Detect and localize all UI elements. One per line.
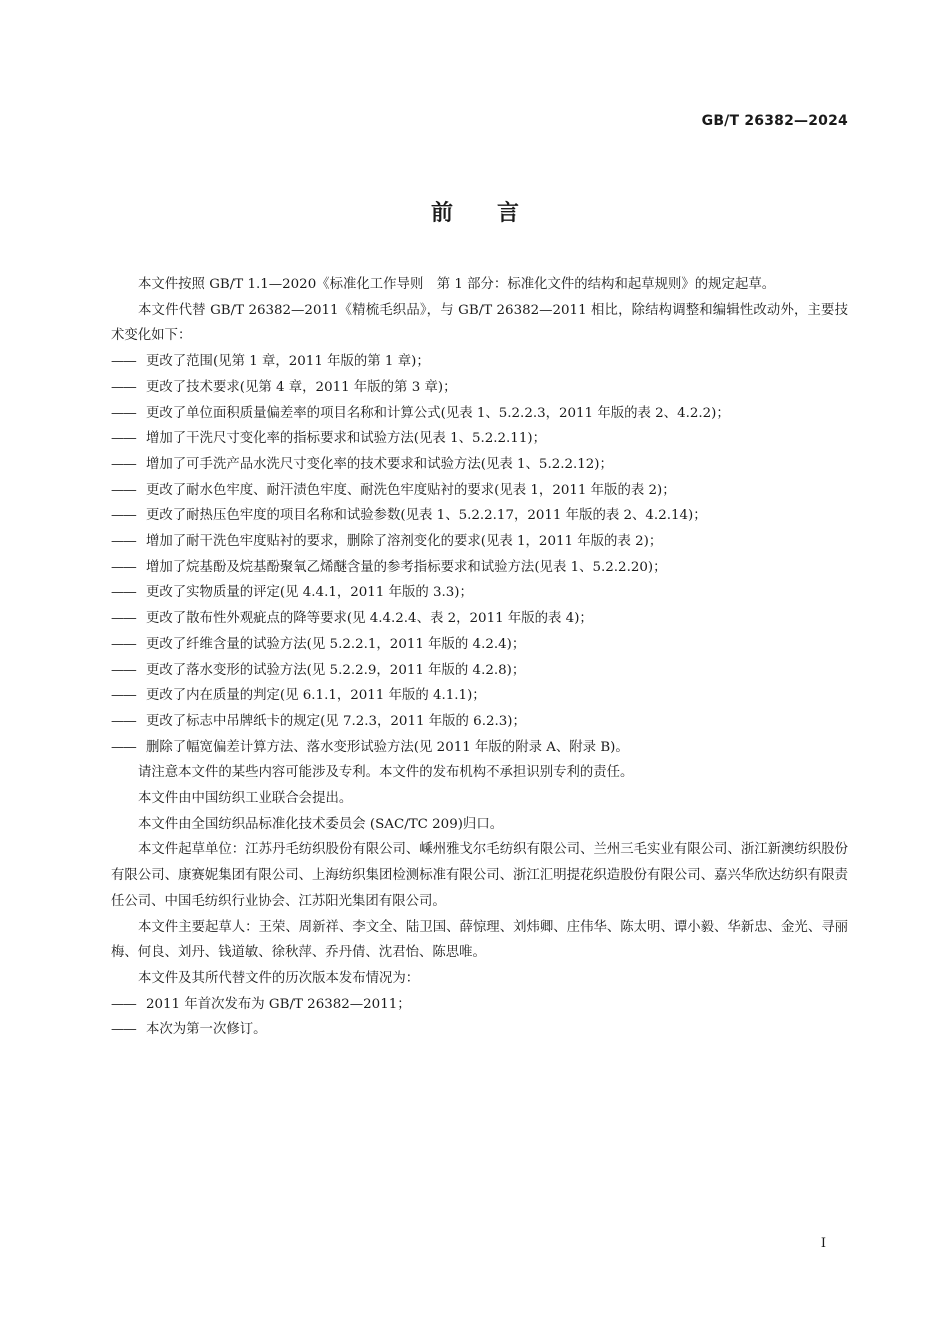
change-item [111,632,848,658]
standard-number: GB/T 26382—2024 [701,113,848,129]
change-item [111,401,848,427]
dash-mark: —— [111,713,136,729]
change-item [111,529,848,555]
proposer-statement: 本文件由中国纺织工业联合会提出。 [138,791,353,807]
dash-mark: —— [111,534,136,550]
dash-mark: —— [111,482,136,498]
drafting-organizations: 本文件起草单位：江苏丹毛纺织股份有限公司、嵊州雅戈尔毛纺织有限公司、兰州三毛实业有限公司、浙江新澳纺织股份有限公司、康赛妮集团有限公司、上海纺织集团检测标准有限公司、浙江汇明提花织造股份有限公司、嘉兴华欣达纺织有限责任公司、中国毛纺织行业协会、江苏阳光集团有限公司。 [111,842,848,909]
patent-notice: 请注意本文件的某些内容可能涉及专利。本文件的发布机构不承担识别专利的责任。 [138,765,634,781]
change-item [111,426,848,452]
page-title: 前言 [430,201,563,226]
change-text: 更改了纤维含量的试验方法(见 5.2.2.1，2011 年版的 4.2.4)； [146,636,526,652]
change-text: 更改了落水变形的试验方法(见 5.2.2.9，2011 年版的 4.2.8)； [146,662,526,678]
change-text: 更改了范围(见第 1 章，2011 年版的第 1 章)； [146,354,430,370]
change-item [111,735,848,761]
dash-mark: —— [111,1022,136,1038]
history-item [111,992,848,1018]
change-item [111,555,848,581]
dash-mark: —— [111,636,136,652]
change-text: 更改了实物质量的评定(见 4.4.1，2011 年版的 3.3)； [146,585,473,601]
change-item [111,478,848,504]
foreword-body [111,272,848,1043]
history-item [111,1017,848,1043]
change-text: 更改了单位面积质量偏差率的项目名称和计算公式(见表 1、5.2.2.3，2011 年版的表 2、4.2.2)； [146,405,730,421]
change-text: 增加了耐干洗色牢度贴衬的要求，删除了溶剂变化的要求(见表 1，2011 年版的表 2)； [146,534,663,550]
change-text: 更改了散布性外观疵点的降等要求(见 4.4.2.4、表 2，2011 年版的表 4)； [146,611,593,627]
change-item [111,580,848,606]
change-text: 更改了耐水色牢度、耐汗渍色牢度、耐洗色牢度贴衬的要求(见表 1，2011 年版的表 2)； [146,482,676,498]
change-item [111,452,848,478]
dash-mark: —— [111,585,136,601]
intro-paragraph: 本文件代替 GB/T 26382—2011《精梳毛织品》，与 GB/T 26382—2011 相比，除结构调整和编辑性改动外，主要技术变化如下： [111,302,848,344]
change-text: 更改了技术要求(见第 4 章，2011 年版的第 3 章)； [146,379,457,395]
page-number: I [820,1236,826,1251]
intro-paragraph: 本文件按照 GB/T 1.1—2020《标准化工作导则 第 1 部分：标准化文件的结构和起草规则》的规定起草。 [138,277,776,292]
dash-mark: —— [111,739,136,755]
change-text: 增加了烷基酚及烷基酚聚氧乙烯醚含量的参考指标要求和试验方法(见表 1、5.2.2.20)； [146,559,667,575]
change-item [111,375,848,401]
dash-mark: —— [111,996,136,1012]
change-item [111,349,848,375]
dash-mark: —— [111,611,136,627]
change-text: 增加了可手洗产品水洗尺寸变化率的技术要求和试验方法(见表 1、5.2.2.12)； [146,456,613,472]
dash-mark: —— [111,431,136,447]
change-item [111,709,848,735]
history-intro: 本文件及其所代替文件的历次版本发布情况为： [138,970,420,986]
dash-mark: —— [111,559,136,575]
change-item [111,606,848,632]
dash-mark: —— [111,456,136,472]
change-text: 更改了内在质量的判定(见 6.1.1，2011 年版的 4.1.1)； [146,688,486,704]
change-item [111,683,848,709]
history-text: 本次为第一次修订。 [146,1022,267,1038]
change-item [111,503,848,529]
dash-mark: —— [111,405,136,421]
change-text: 更改了标志中吊牌纸卡的规定(见 7.2.3，2011 年版的 6.2.3)； [146,713,526,729]
history-text: 2011 年首次发布为 GB/T 26382—2011； [146,996,411,1012]
change-text: 增加了干洗尺寸变化率的指标要求和试验方法(见表 1、5.2.2.11)； [146,431,546,447]
change-text: 更改了耐热压色牢度的项目名称和试验参数(见表 1、5.2.2.17，2011 年版的表 2、4.2.14)； [146,508,707,524]
dash-mark: —— [111,508,136,524]
change-text: 删除了幅宽偏差计算方法、落水变形试验方法(见 2011 年版的附录 A、附录 B)。 [146,739,629,755]
dash-mark: —— [111,662,136,678]
change-item [111,658,848,684]
dash-mark: —— [111,688,136,704]
drafters: 本文件主要起草人：王荣、周新祥、李文全、陆卫国、薛惊理、刘炜卿、庄伟华、陈太明、谭小毅、华新忠、金光、寻丽梅、何良、刘丹、钱道敏、徐秋萍、乔丹倩、沈君怡、陈思唯。 [111,919,848,961]
dash-mark: —— [111,379,136,395]
committee-statement: 本文件由全国纺织品标准化技术委员会 (SAC/TC 209)归口。 [138,816,504,832]
dash-mark: —— [111,354,136,370]
